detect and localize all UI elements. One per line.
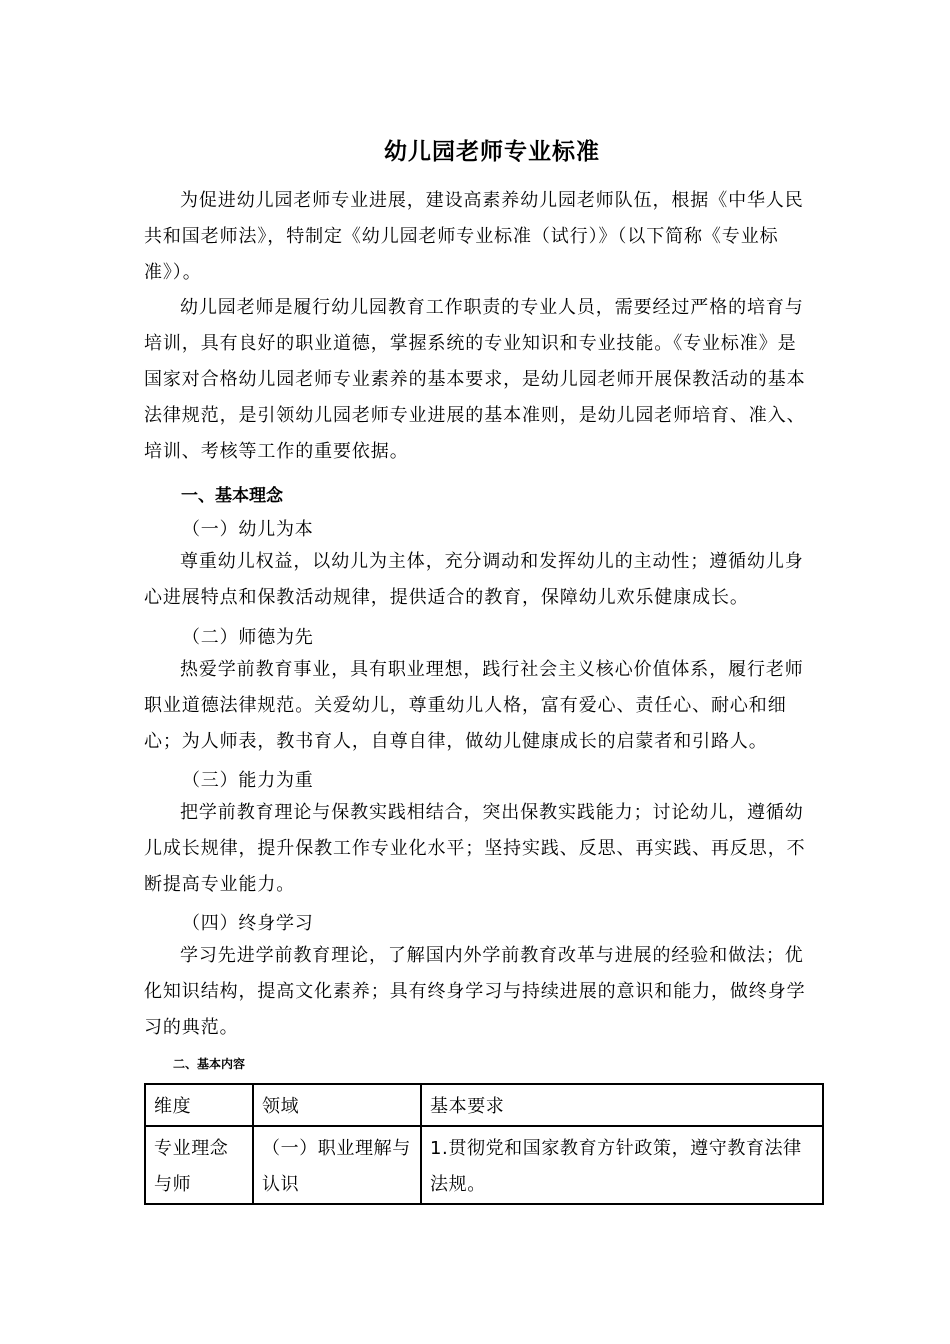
intro-paragraph-1: 为促进幼儿园老师专业进展，建设高素养幼儿园老师队伍，根据《中华人民共和国老师法》，特制定《幼儿园老师专业标准（试行）》（以下简称《专业标准》）。: [144, 190, 804, 283]
intro-paragraph-2: 幼儿园老师是履行幼儿园教育工作职责的专业人员，需要经过严格的培育与培训，具有良好的职业道德，掌握系统的专业知识和专业技能。《专业标准》是国家对合格幼儿园老师专业素养的基本要求，是幼儿园老师开展保教活动的基本法律规范，是引领幼儿园老师专业进展的基本准则，是幼儿园老师培育、准入、培训、考核等工作的重要依据。: [144, 297, 806, 462]
cell-requirement: 1.贯彻党和国家教育方针政策，遵守教育法律法规。: [421, 1126, 823, 1204]
subheading-ethics-first: （二）师德为先: [182, 627, 314, 648]
cell-domain: （一）职业理解与认识: [253, 1126, 421, 1204]
paragraph-ability-focus: 把学前教育理论与保教实践相结合，突出保教实践能力；讨论幼儿，遵循幼儿成长规律，提升保教工作专业化水平；坚持实践、反思、再实践、再反思，不断提高专业能力。: [144, 802, 806, 895]
header-requirement: 基本要求: [421, 1084, 823, 1126]
subheading-ability-focus: （三）能力为重: [182, 770, 314, 791]
header-domain: 领域: [253, 1084, 421, 1126]
subheading-child-centered: （一）幼儿为本: [182, 519, 314, 540]
paragraph-lifelong-learning: 学习先进学前教育理论，了解国内外学前教育改革与进展的经验和做法；优化知识结构，提高文化素养；具有终身学习与持续进展的意识和能力，做终身学习的典范。: [144, 945, 806, 1038]
cell-dimension: 专业理念与师: [145, 1126, 253, 1204]
table-row: [145, 1126, 823, 1204]
document-title: 幼儿园老师专业标准: [384, 139, 600, 165]
table-header-row: [145, 1084, 823, 1126]
paragraph-ethics-first: 热爱学前教育事业，具有职业理想，践行社会主义核心价值体系，履行老师职业道德法律规范。关爱幼儿，尊重幼儿人格，富有爱心、责任心、耐心和细心；为人师表，教书育人，自尊自律，做幼儿健康成长的启蒙者和引路人。: [144, 659, 804, 752]
paragraph-child-centered: 尊重幼儿权益，以幼儿为主体，充分调动和发挥幼儿的主动性；遵循幼儿身心进展特点和保教活动规律，提供适合的教育，保障幼儿欢乐健康成长。: [144, 551, 804, 608]
section-heading-basic-concepts: 一、基本理念: [181, 486, 283, 506]
section-heading-basic-content: 二、基本内容: [173, 1057, 246, 1071]
standards-table: [144, 1083, 824, 1205]
subheading-lifelong-learning: （四）终身学习: [182, 913, 314, 934]
header-dimension: 维度: [145, 1084, 253, 1126]
